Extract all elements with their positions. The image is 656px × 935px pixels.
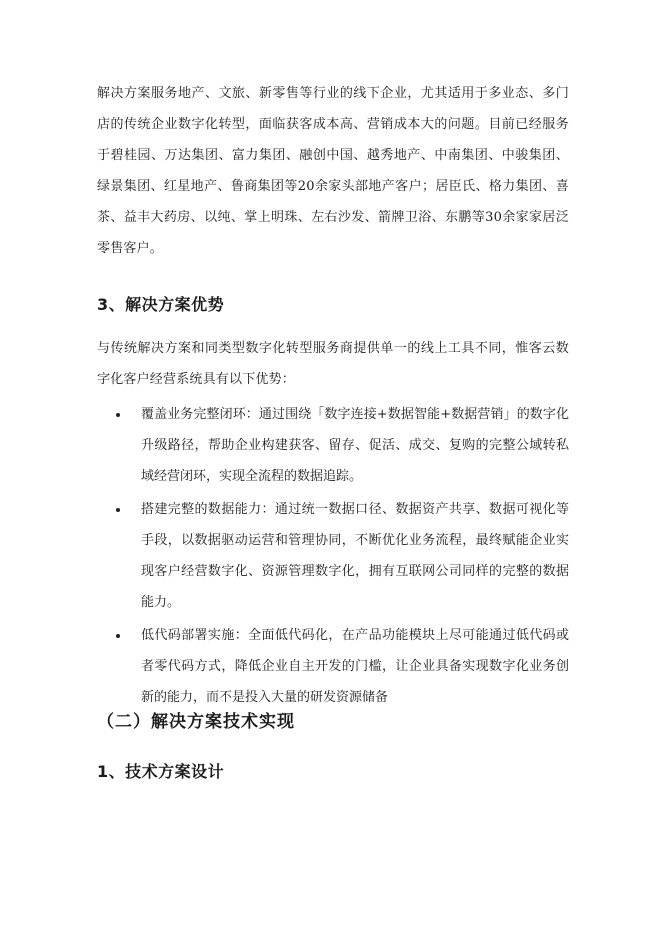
bullet-icon: [116, 413, 120, 417]
list-item-text: 低代码部署实施：全面低代码化，在产品功能模块上尽可能通过低代码或者零代码方式，降低企业自主开发的门槛，让企业具备实现数字化业务创新的能力，而不是投入大量的研发资源储备: [141, 628, 569, 705]
advantages-list: [97, 399, 569, 715]
section-3-heading: 3、解决方案优势: [97, 295, 225, 314]
intro-paragraph: 解决方案服务地产、文旅、新零售等行业的线下企业，尤其适用于多业态、多门店的传统企业数字化转型，面临获客成本高、营销成本大的问题。目前已经服务于碧桂园、万达集团、富力集团、融创中国、越秀地产、中南集团、中骏集团、绿景集团、红星地产、鲁商集团等20余家头部地产客户；居臣氏、格力集团、喜茶、益丰大药房、以纯、掌上明珠、左右沙发、箭牌卫浴、东鹏等30余家家居泛零售客户。: [97, 86, 569, 256]
list-item-text: 覆盖业务完整闭环：通过围绕「数字连接+数据智能+数据营销」的数字化升级路径，帮助企业构建获客、留存、促活、成交、复购的完整公域转私域经营闭环，实现全流程的数据追踪。: [141, 407, 569, 484]
list-item: [97, 494, 569, 618]
bullet-icon: [116, 634, 120, 638]
section-3-lead-paragraph: 与传统解决方案和同类型数字化转型服务商提供单一的线上工具不同，惟客云数字化客户经营系统具有以下优势：: [97, 341, 569, 387]
bullet-icon: [116, 508, 120, 512]
section-two-heading: （二）解决方案技术实现: [97, 712, 295, 732]
subsection-1-heading: 1、技术方案设计: [97, 762, 225, 781]
list-item: [97, 620, 569, 713]
list-item: [97, 399, 569, 492]
list-item-text: 搭建完整的数据能力：通过统一数据口径、数据资产共享、数据可视化等手段，以数据驱动运营和管理协同，不断优化业务流程，最终赋能企业实现客户经营数字化、资源管理数字化，拥有互联网公司同样的完整的数据能力。: [141, 502, 569, 610]
